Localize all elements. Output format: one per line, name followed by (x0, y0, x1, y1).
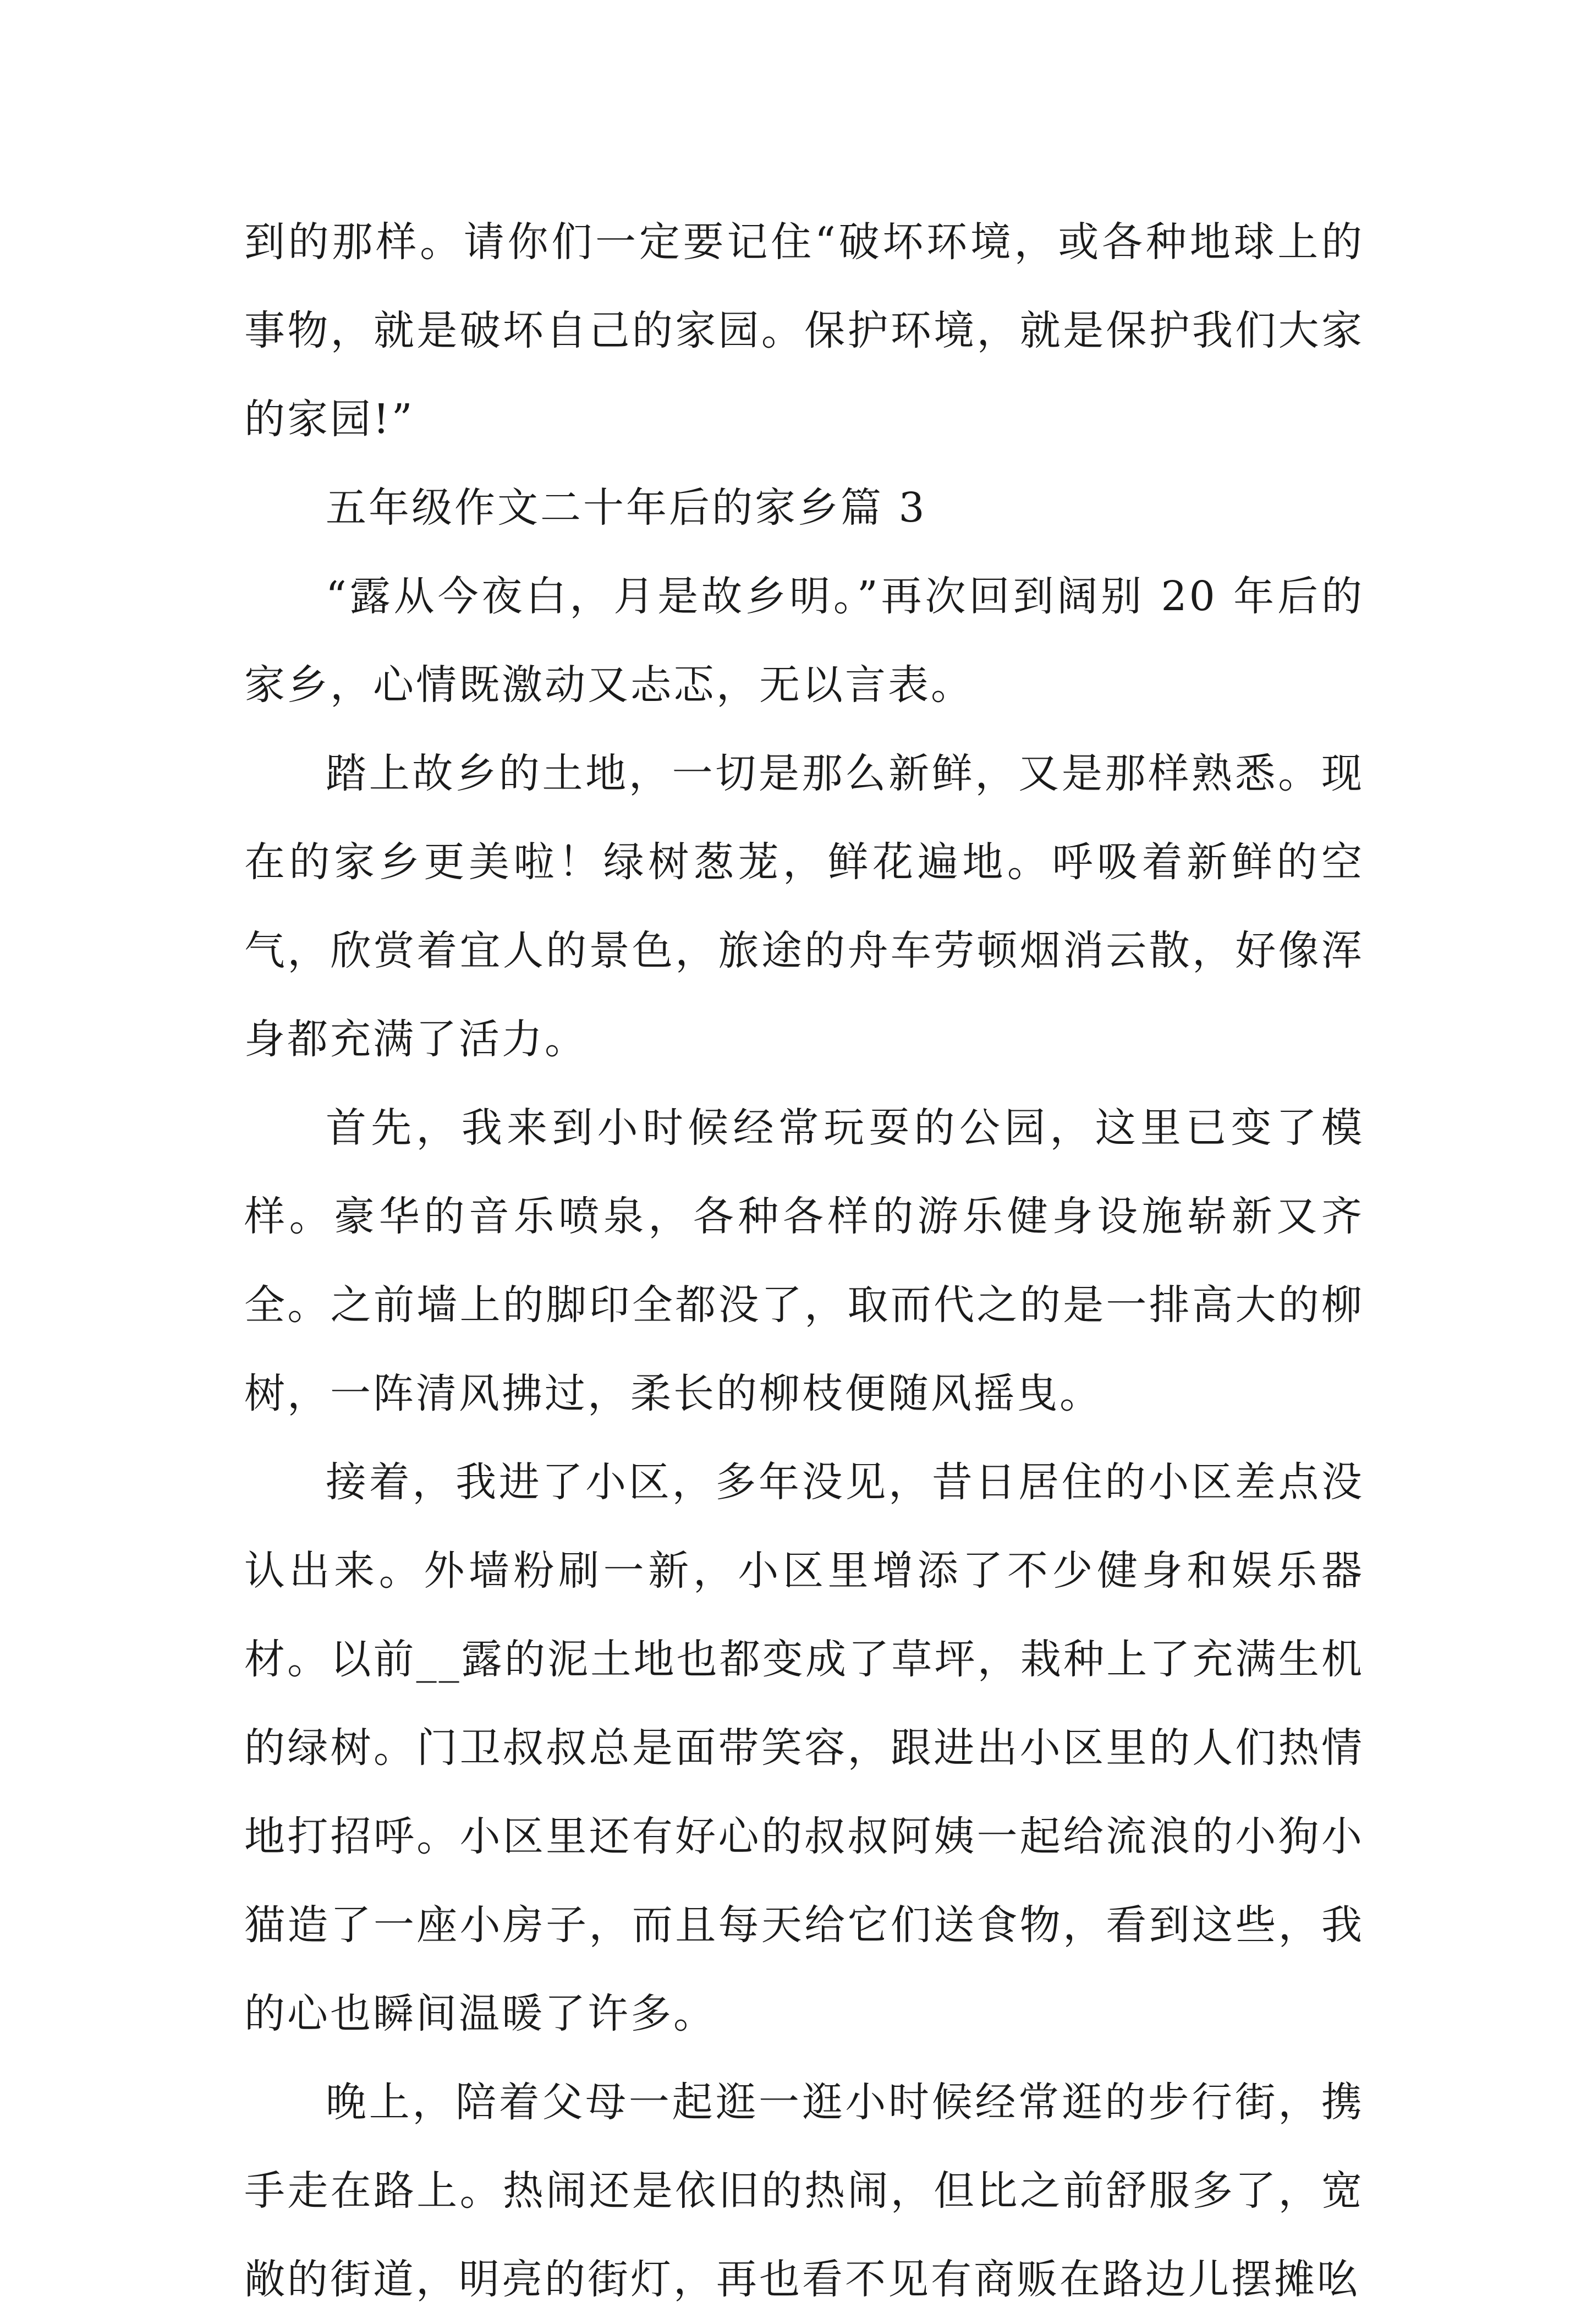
paragraph: “露从今夜白，月是故乡明。”再次回到阔别 20 年后的家乡，心情既激动又忐忑，无以言表。 (244, 573, 1364, 709)
paragraph: 踏上故乡的土地，一切是那么新鲜，又是那样熟悉。现在的家乡更美啦！绿树葱茏，鲜花遍地。呼吸着新鲜的空气，欣赏着宜人的景色，旅途的舟车劳顿烟消云散，好像浑身都充满了活力。 (244, 750, 1364, 1063)
section-heading: 五年级作文二十年后的家乡篇 3 (326, 484, 927, 531)
paragraph: 接着，我进了小区，多年没见，昔日居住的小区差点没认出来。外墙粉刷一新，小区里增添了不少健身和娱乐器材。以前__露的泥土地也都变成了草坪，栽种上了充满生机的绿树。门卫叔叔总是面带笑容，跟进出小区里的人们热情地打招呼。小区里还有好心的叔叔阿姨一起给流浪的小狗小猫造了一座小房子，而且每天给它们送食物，看到这些，我的心也瞬间温暖了许多。 (244, 1459, 1364, 2037)
paragraph-continuation: 到的那样。请你们一定要记住“破坏环境，或各种地球上的事物，就是破坏自己的家园。保护环境，就是保护我们大家的家园!” (244, 218, 1364, 443)
document-page (244, 198, 1364, 2324)
paragraph: 首先，我来到小时候经常玩耍的公园，这里已变了模样。豪华的音乐喷泉，各种各样的游乐健身设施崭新又齐全。之前墙上的脚印全都没了，取而代之的是一排高大的柳树，一阵清风拂过，柔长的柳枝便随风摇曳。 (244, 1104, 1364, 1417)
paragraph: 晚上，陪着父母一起逛一逛小时候经常逛的步行街，携手走在路上。热闹还是依旧的热闹，但比之前舒服多了，宽敞的街道，明亮的街灯，再也看不见有商贩在路边儿摆摊吆 (244, 2079, 1364, 2303)
